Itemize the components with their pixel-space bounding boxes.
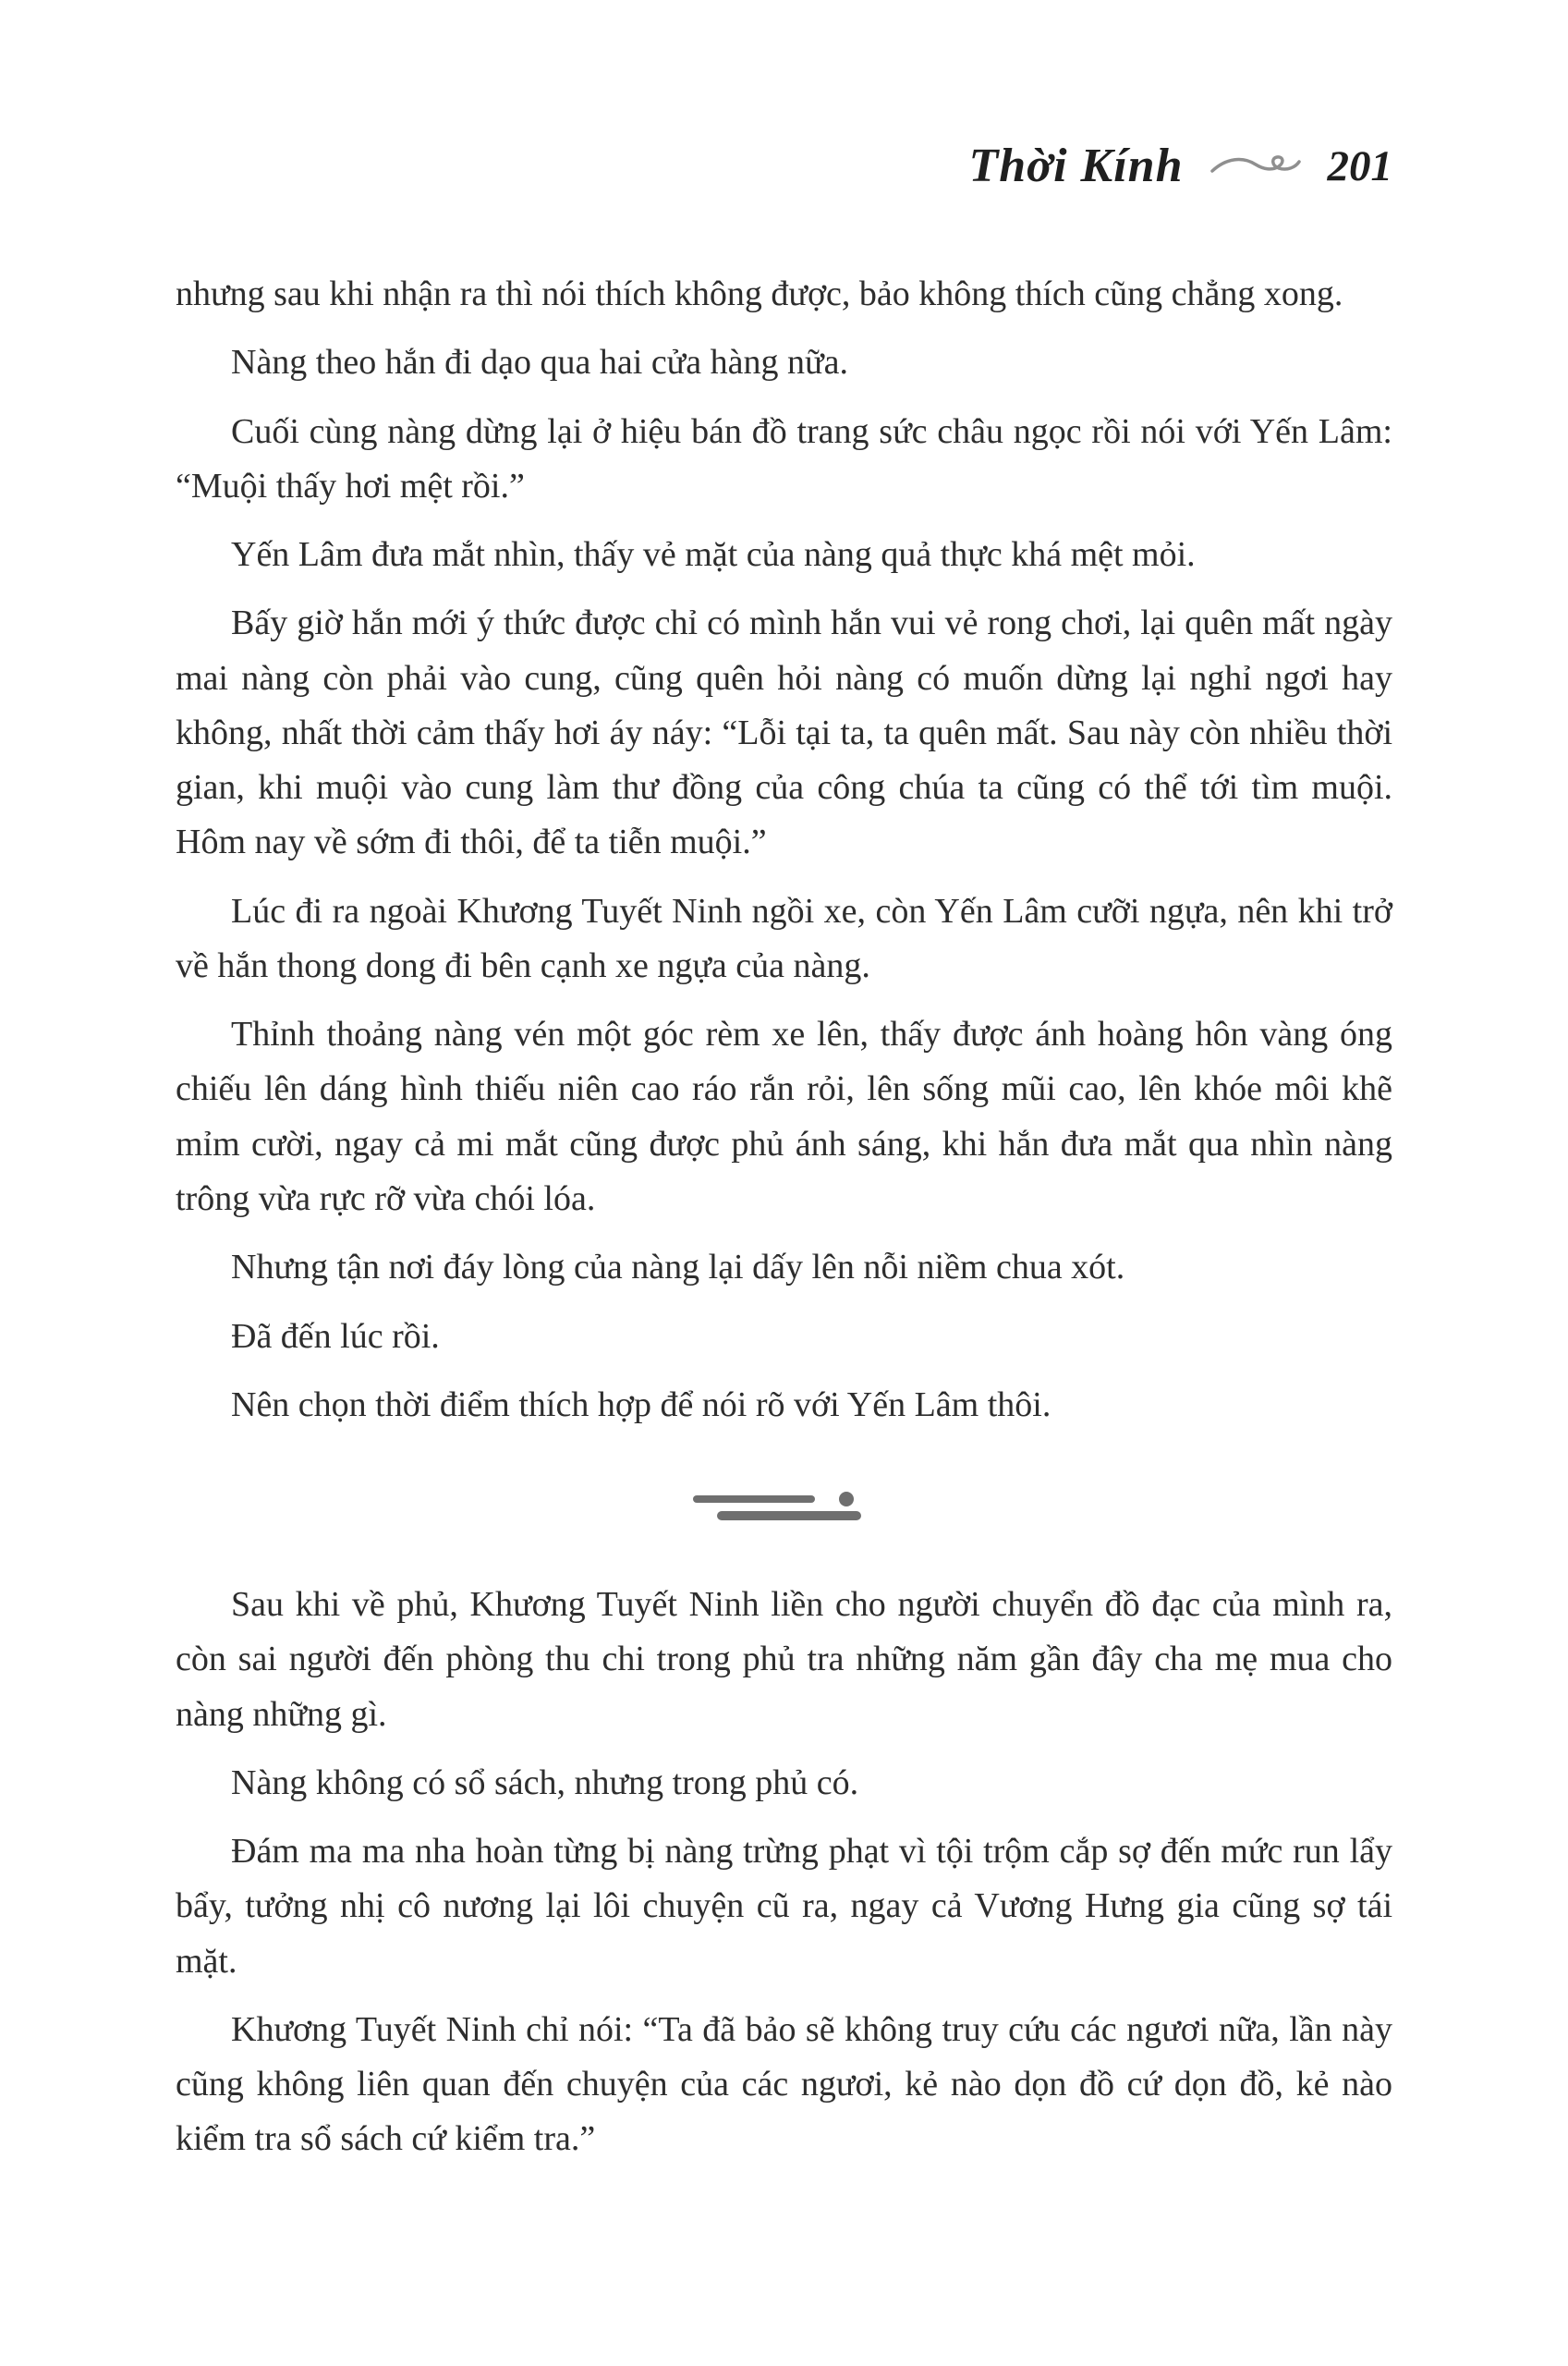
page-header	[176, 139, 1392, 193]
book-title: Thời Kính	[968, 140, 1184, 192]
paragraph: Nàng không có sổ sách, nhưng trong phủ có.	[231, 1762, 859, 1802]
page-number: 201	[1327, 141, 1392, 190]
paragraph: Lúc đi ra ngoài Khương Tuyết Ninh ngồi xe, còn Yến Lâm cưỡi ngựa, nên khi trở về hắn thong dong đi bên cạnh xe ngựa của nàng.	[176, 891, 1392, 985]
paragraph: Đám ma ma nha hoàn từng bị nàng trừng phạt vì tội trộm cắp sợ đến mức run lẩy bẩy, tưởng nhị cô nương lại lôi chuyện cũ ra, ngay cả Vương Hưng gia cũng sợ tái mặt.	[176, 1832, 1392, 1981]
section-divider-icon	[176, 1488, 1392, 1527]
paragraph: Nên chọn thời điểm thích hợp để nói rõ với Yến Lâm thôi.	[231, 1384, 1051, 1424]
paragraph: Nàng theo hắn đi dạo qua hai cửa hàng nữa.	[231, 343, 848, 383]
paragraph: Nhưng tận nơi đáy lòng của nàng lại dấy lên nỗi niềm chua xót.	[231, 1248, 1125, 1287]
paragraph: Đã đến lúc rồi.	[231, 1316, 440, 1356]
flourish-icon	[1209, 151, 1302, 182]
paragraph: Sau khi về phủ, Khương Tuyết Ninh liền cho người chuyển đồ đạc của mình ra, còn sai người đến phòng thu chi trong phủ tra những năm gần đây cha mẹ mua cho nàng những gì.	[176, 1585, 1392, 1734]
paragraph: Yến Lâm đưa mắt nhìn, thấy vẻ mặt của nàng quả thực khá mệt mỏi.	[231, 535, 1196, 575]
paragraph: Bấy giờ hắn mới ý thức được chỉ có mình hắn vui vẻ rong chơi, lại quên mất ngày mai nàng còn phải vào cung, cũng quên hỏi nàng có muốn dừng lại nghỉ ngơi hay không, nhất thời cảm thấy hơi áy náy: “Lỗi tại ta, ta quên mất. Sau này còn nhiều thời gian, khi muội vào cung làm thư đồng của công chúa ta cũng có thể tới tìm muội. Hôm nay về sớm đi thôi, để ta tiễn muội.”	[176, 604, 1392, 862]
page-body	[176, 267, 1392, 2167]
paragraph: Cuối cùng nàng dừng lại ở hiệu bán đồ trang sức châu ngọc rồi nói với Yến Lâm: “Muội thấy hơi mệt rồi.”	[176, 411, 1392, 506]
paragraph: Khương Tuyết Ninh chỉ nói: “Ta đã bảo sẽ không truy cứu các ngươi nữa, lần này cũng không liên quan đến chuyện của các ngươi, kẻ nào dọn đồ cứ dọn đồ, kẻ nào kiểm tra sổ sách cứ kiểm tra.”	[176, 2009, 1392, 2159]
paragraph: Thỉnh thoảng nàng vén một góc rèm xe lên, thấy được ánh hoàng hôn vàng óng chiếu lên dáng hình thiếu niên cao ráo rắn rỏi, lên sống mũi cao, lên khóe môi khẽ mỉm cười, ngay cả mi mắt cũng được phủ ánh sáng, khi hắn đưa mắt qua nhìn nàng trông vừa rực rỡ vừa chói lóa.	[176, 1015, 1392, 1218]
paragraph: nhưng sau khi nhận ra thì nói thích không được, bảo không thích cũng chẳng xong.	[176, 274, 1343, 313]
